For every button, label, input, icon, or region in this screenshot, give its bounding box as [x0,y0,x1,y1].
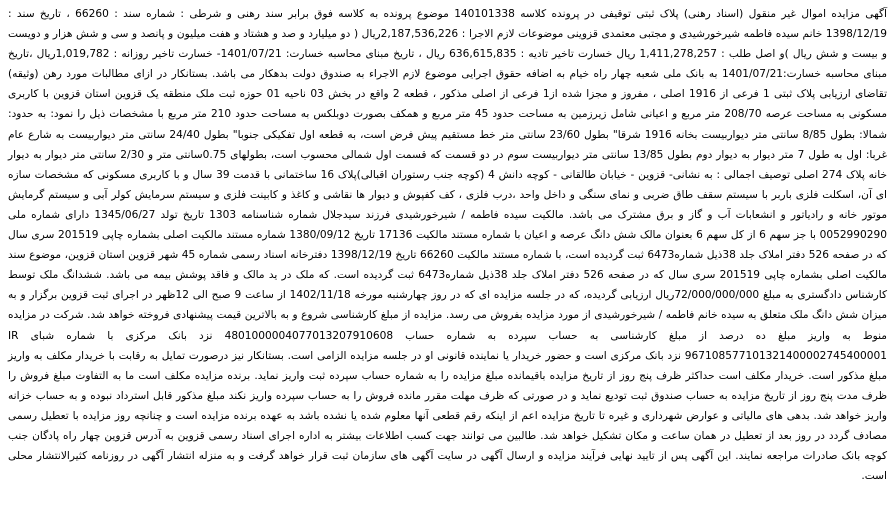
auction-notice-text: آگهی مزایده اموال غیر منقول (اسناد رهنی) پلاک ثبتی توقیفی در پرونده کلاسه 140101338 موضوع پرونده به کلاسه فوق برابر سند رهنی و شرطی : شماره سند : 66260 ، تاریخ سند : 1398/12/19 خانم سیده فاطمه شیرخورشیدی و مجتبی معتمدی قزوینی موضوعات لازم الاجرا : 2,187,536,226ریال ( دو میلیارد و صد و هشتاد و هفت میلیون و پانصد و سی و شش هزار و دویست و بیست و شش ریال )و اصل طلب : 1,411,278,257 ریال خسارت تاخیر تادیه : 636,615,835 ریال ، تاریخ مبنای محاسبه خسارت: 1401/07/21- خسارت تاخیر روزانه : 1,019,782ریال ،تاریخ مبنای محاسبه خسارت:1401/07/21 به بانک ملی شعبه چهار راه خیام به اضافه حقوق اجرایی موضوع لازم الاجراء به صندوق دولت بدهکار می باشد. بستانکار در ازای مطالبات مورد رهن (وثیقه) تقاضای ارزیابی پلاک ثبتی 1 فرعی از 1916 اصلی ، مفروز و مجزا شده از1 فرعی از اصلی مذکور ، قطعه 2 واقع در بخش 03 ناحیه 01 حوزه ثبت ملک منطقه یک قزوین استان قزوین با کاربری مسکونی به مساحت عرصه 208/70 متر مربع و اعیانی شامل زیرزمین به مساحت حدود 45 متر مربع و همکف بصورت دوبلکس به مساحت حدود 210 متر مربع با مشخصات ذیل را نمود: به حدود: شمالا: بطول 8/85 سانتی متر دیواربیست بخانه 1916 شرقا" بطول 23/60 سانتی متر خط مستقیم پیش فرض است، به قطعه اول تفکیکی جنوبا" بطول 24/40 سانتی متر دیواربیست به شارع عام غربا: اول به طول 7 متر دیوار به دیوار دوم بطول 13/85 سانتی متر دیواربیست سوم در دو قسمت که قسمت اول شمالی محسوب است، بطولهای 0.75سانتی متر و 2/30 سانتی متر دیوار به دیوار خانه پلاک 274 اصلی توصیف اجمالی : به نشانی- قزوین - خیابان طالقانی - کوچه دانش 4 (کوچه جنب رستوران اقبالی)پلاک 16 ساختمانی با قدمت 39 سال و با کاربری مسکونی که مشخصات سازه ای آن، اسکلت فلزی باربر با سیستم سقف طاق ضربی و نمای سنگی و داخل واحد ،درب فلزی ، کف کفپوش و دیوار ها نقاشی و کاغذ و کابینت فلزی و سیستم سرمایش کولر آبی و سیستم گرمایش موتور خانه و رادیاتور و انشعابات آب و گاز و برق مشترک می باشد. مالکیت سیده فاطمه / شیرخورشیدی فرزند سیدجلال شماره شناسنامه 1303 تاریخ تولد 1345/06/27 دارای شماره ملی 0052990290 با جز سهم 6 از کل سهم 6 بعنوان مالک شش دانگ عرصه و اعیان با شماره مستند مالکیت 17136 تاریخ 1380/09/12 شماره مستند مالکیت اصلی بشماره چاپی 201519 سری سال که در صفحه 526 دفتر املاک جلد 38ذیل شماره6473 ثبت گردیده است، با شماره مستند مالکیت 66260 تاریخ 1398/12/19 دفترخانه اسناد رسمی شماره 45 شهر قزوین استان قزوین، موضوع سند مالکیت اصلی بشماره چاپی 201519 سری سال که در صفحه 526 دفتر املاک جلد 38ذیل شماره6473 ثبت گردیده است. که ملک در ید مالک و فاقد پوشش بیمه می باشد. ششدانگ ملک توسط کارشناس دادگستری به مبلغ 72/000/000/000ریال ارزیابی گردیده، که در جلسه مزایده ای که در روز چهارشنبه مورخه 1402/11/18 از ساعت 9 صبح الی 12ظهر در اجرای ثبت قزوین برگزار و به میزان شش دانگ ملک متعلق به سیده خانم فاطمه / شیرخورشیدی از مورد مزایده بفروش می رسد. مزایده از مبلغ کارشناسی شروع و به بالاترین قیمت پیشنهادی فروخته خواهد شد. شرکت در مزایده منوط به واریز مبلغ ده درصد از مبلغ کارشناسی به حساب سپرده به شماره حساب 4801000004077013207910608 نزد بانک مرکزی با شماره شبای IR 967108577101321400002745400001 نزد بانک مرکزی است و حضور خریدار یا نماینده قانونی او در جلسه مزایده الزامی است. بستانکار نیز درصورت تمایل به رقابت با خریدار مکلف به واریز مبلغ مذکور است. خریدار مکلف است حداکثر ظرف پنج روز از تاریخ مزایده باقیمانده مبلغ مزایده را به شماره حساب سپرده ثبت واریز نماید. برنده مزایده مکلف است ما به التفاوت مبلغ فروش را ظرف مدت پنج روز از تاریخ مزایده به حساب صندوق ثبت تودیع نماید و در صورتی که ظرف مهلت مقرر مانده فروش را به حساب سپرده واریز نکند مبلغ مذکور قابل استرداد نبوده و به حساب خزانه واریز خواهد شد. بدهی های مالیاتی و عوارض شهرداری و غیره تا تاریخ مزایده اعم از اینکه رقم قطعی آنها معلوم شده یا نشده باشد به عهده برنده مزایده است و چنانچه روز مزایده با تعطیل رسمی مصادف گردد در روز بعد از تعطیل در همان ساعت و مکان تشکیل خواهد شد. طالبین می توانند جهت کسب اطلاعات بیشتر به اداره اجرای اسناد رسمی قزوین به آدرس قزوین چهار راه پادگان جنب کوچه بانک صادرات مراجعه نمایند. این آگهی پس از تایید نهایی فرآیند مزایده و ارسال آگهی در سایت آگهی های سازمان ثبت قرار خواهد گرفت و به منزله انتشار آگهی در روزنامه کثیرالانتشار محلی است. [8,8,888,483]
